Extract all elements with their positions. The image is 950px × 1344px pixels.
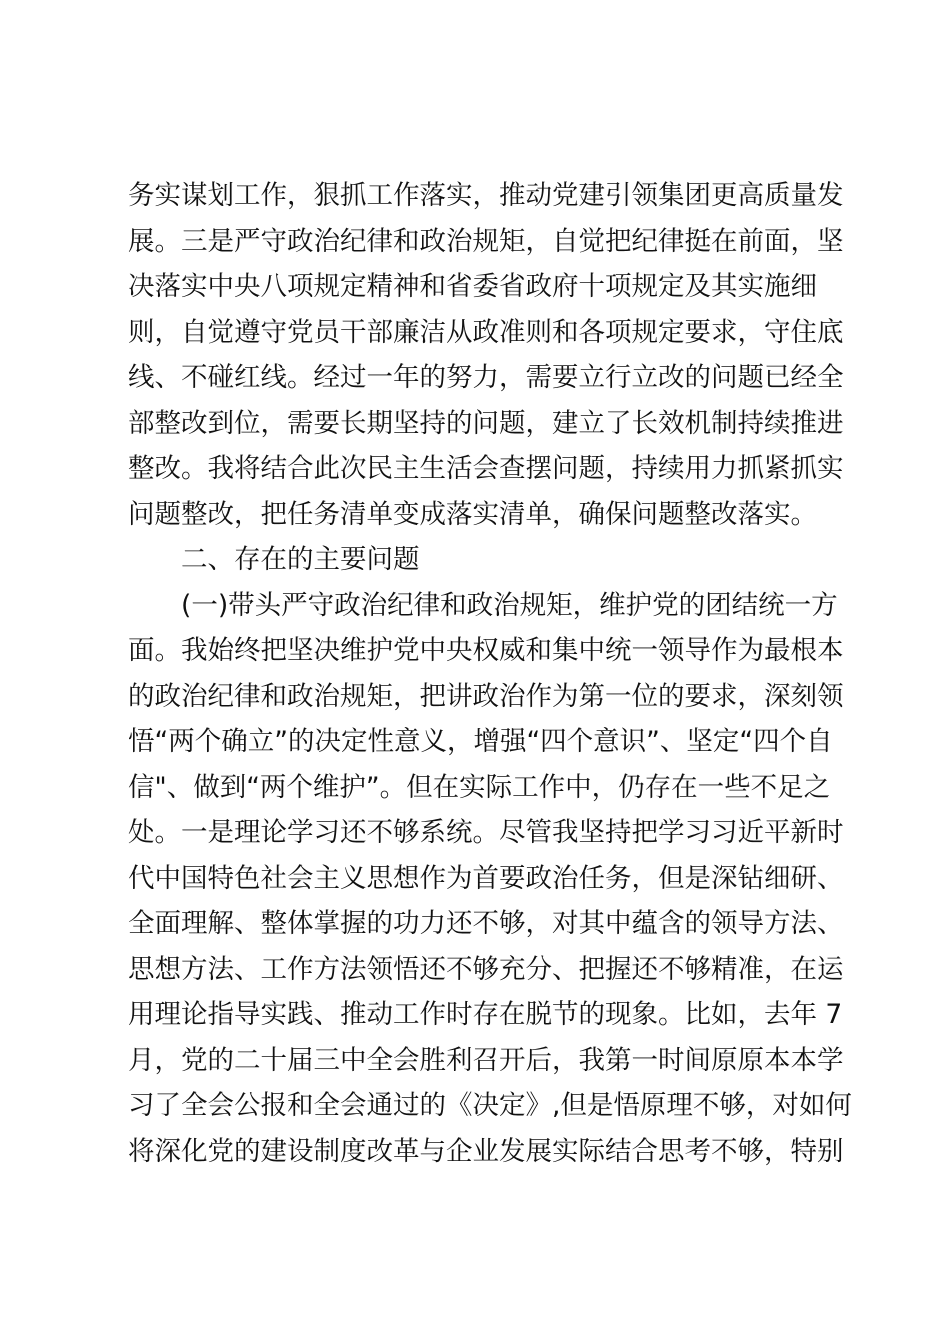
paragraph-line: 面。我始终把坚决维护党中央权威和集中统一领导作为最根本 — [128, 635, 844, 666]
paragraph-line: 展。三是严守政治纪律和政治规矩，自觉把纪律挺在前面，坚 — [128, 225, 844, 257]
paragraph-line: 部整改到位，需要长期坚持的问题，建立了长效机制持续推进 — [128, 407, 844, 439]
body-text — [128, 173, 852, 1174]
paragraph-line: 则，自觉遵守党员干部廉洁从政准则和各项规定要求，守住底 — [128, 316, 844, 348]
paragraph-line: 悟“两个确立”的决定性意义，增强“四个意识”、坚定“四个自 — [128, 726, 833, 757]
paragraph-line: 务实谋划工作，狠抓工作落实，推动党建引领集团更高质量发 — [128, 180, 844, 211]
paragraph-line: 整改。我将结合此次民主生活会查摆问题，持续用力抓紧抓实 — [128, 453, 844, 484]
paragraph-line: 处。一是理论学习还不够系统。尽管我坚持把学习习近平新时 — [128, 817, 844, 848]
paragraph-line: 全面理解、整体掌握的功力还不够，对其中蕴含的领导方法、 — [128, 908, 844, 939]
paragraph-line: 将深化党的建设制度改革与企业发展实际结合思考不够，特别 — [128, 1135, 844, 1167]
section-heading: 二、存在的主要问题 — [181, 544, 420, 575]
paragraph-line: 用理论指导实践、推动工作时存在脱节的现象。比如，去年 7 — [128, 999, 843, 1030]
paragraph-line: 思想方法、工作方法领悟还不够充分、把握还不够精准，在运 — [128, 953, 844, 985]
paragraph-line: (一)带头严守政治纪律和政治规矩，维护党的团结统一方 — [181, 589, 838, 621]
paragraph-line: 信"、做到“两个维护”。但在实际工作中，仍存在一些不足之 — [128, 771, 831, 803]
paragraph-line: 决落实中央八项规定精神和省委省政府十项规定及其实施细 — [128, 271, 817, 302]
paragraph-line: 线、不碰红线。经过一年的努力，需要立行立改的问题已经全 — [128, 362, 844, 393]
paragraph-line: 代中国特色社会主义思想作为首要政治任务，但是深钻细研、 — [128, 862, 844, 894]
paragraph-line: 月，党的二十届三中全会胜利召开后，我第一时间原原本本学 — [128, 1044, 844, 1076]
paragraph-line: 的政治纪律和政治规矩，把讲政治作为第一位的要求，深刻领 — [128, 680, 844, 712]
paragraph-line: 习了全会公报和全会通过的《决定》,但是悟原理不够，对如何 — [128, 1090, 852, 1121]
paragraph-line: 问题整改，把任务清单变成落实清单，确保问题整改落实。 — [128, 498, 817, 530]
